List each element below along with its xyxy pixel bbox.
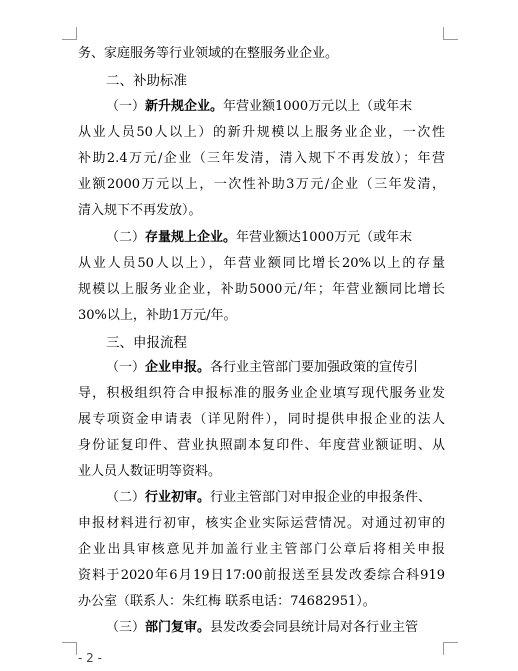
text-line: 身份证复印件、营业执照副本复印件、年度营业额证明、从: [78, 438, 445, 453]
item-marker: （三）: [106, 620, 146, 635]
text-line: 申报材料进行初审，核实企业实际运营情况。对通过初审的: [78, 516, 445, 531]
crop-mark-bottom-left: [62, 642, 77, 655]
text-line: 资料于2020年6月19日17:00前报送至县发改委综合科919: [78, 568, 445, 583]
text-line: 从业人员50人以上）的新升规模以上服务业企业，一次性: [78, 125, 445, 140]
text-line: 办公室（联系人：朱红梅 联系电话：74682951）。: [78, 594, 376, 609]
item-marker: （一）: [106, 99, 146, 114]
bold-term: 存量规上企业。: [145, 230, 237, 245]
text-run: 行业主管部门对申报企业的申报条件、: [210, 490, 432, 505]
paragraph-first-line: [106, 97, 445, 117]
text-run: 年营业额1000万元以上（或年末: [223, 99, 413, 114]
section-heading: 三、申报流程: [106, 335, 187, 351]
bold-term: 部门复审。: [145, 620, 211, 635]
item-marker: （二）: [106, 230, 146, 245]
crop-mark-top-right: [443, 27, 458, 40]
text-line: 业人员人数证明等资料。: [78, 464, 222, 479]
bold-term: 新升规企业。: [145, 99, 224, 114]
paragraph-first-line: [106, 358, 445, 378]
text-line: 规模以上服务业企业，补助5000元/年；年营业额同比增长: [78, 282, 445, 297]
item-marker: （一）: [106, 360, 146, 375]
text-line: 业额2000万元以上，一次性补助3万元/企业（三年发清，: [78, 177, 445, 192]
text-line: 导，积极组织符合申报标准的服务业企业填写现代服务业发: [78, 386, 445, 401]
text-line: 从业人员50人以上），年营业额同比增长20%以上的存量: [78, 256, 445, 271]
text-run: 各行业主管部门要加强政策的宣传引: [210, 360, 419, 375]
item-marker: （二）: [106, 490, 146, 505]
text-run: 县发改委会同县统计局对各行业主管: [210, 620, 419, 635]
crop-mark-bottom-right: [443, 642, 458, 655]
text-line: 清入规下不再发放）。: [78, 203, 202, 218]
text-line: 展专项资金申请表（详见附件），同时提供申报企业的法人: [78, 412, 445, 427]
paragraph-first-line: [106, 488, 445, 508]
text-line: 企业出具审核意见并加盖行业主管部门公章后将相关申报: [78, 542, 445, 557]
bold-term: 行业初审。: [145, 490, 211, 505]
text-line: 补助2.4万元/企业（三年发清，清入规下不再发放）；年营: [78, 151, 445, 166]
text-line: 务、家庭服务等行业领域的在整服务业企业。: [78, 46, 339, 61]
bold-term: 企业申报。: [145, 360, 211, 375]
text-run: 年营业额达1000万元（或年末: [236, 230, 413, 245]
text-line: 30%以上，补助1万元/年。: [78, 308, 237, 323]
page-number: - 2 -: [78, 651, 102, 665]
section-heading: 二、补助标准: [106, 73, 187, 89]
crop-mark-top-left: [62, 27, 77, 40]
paragraph-first-line: [106, 228, 445, 248]
paragraph-first-line: [106, 618, 445, 638]
